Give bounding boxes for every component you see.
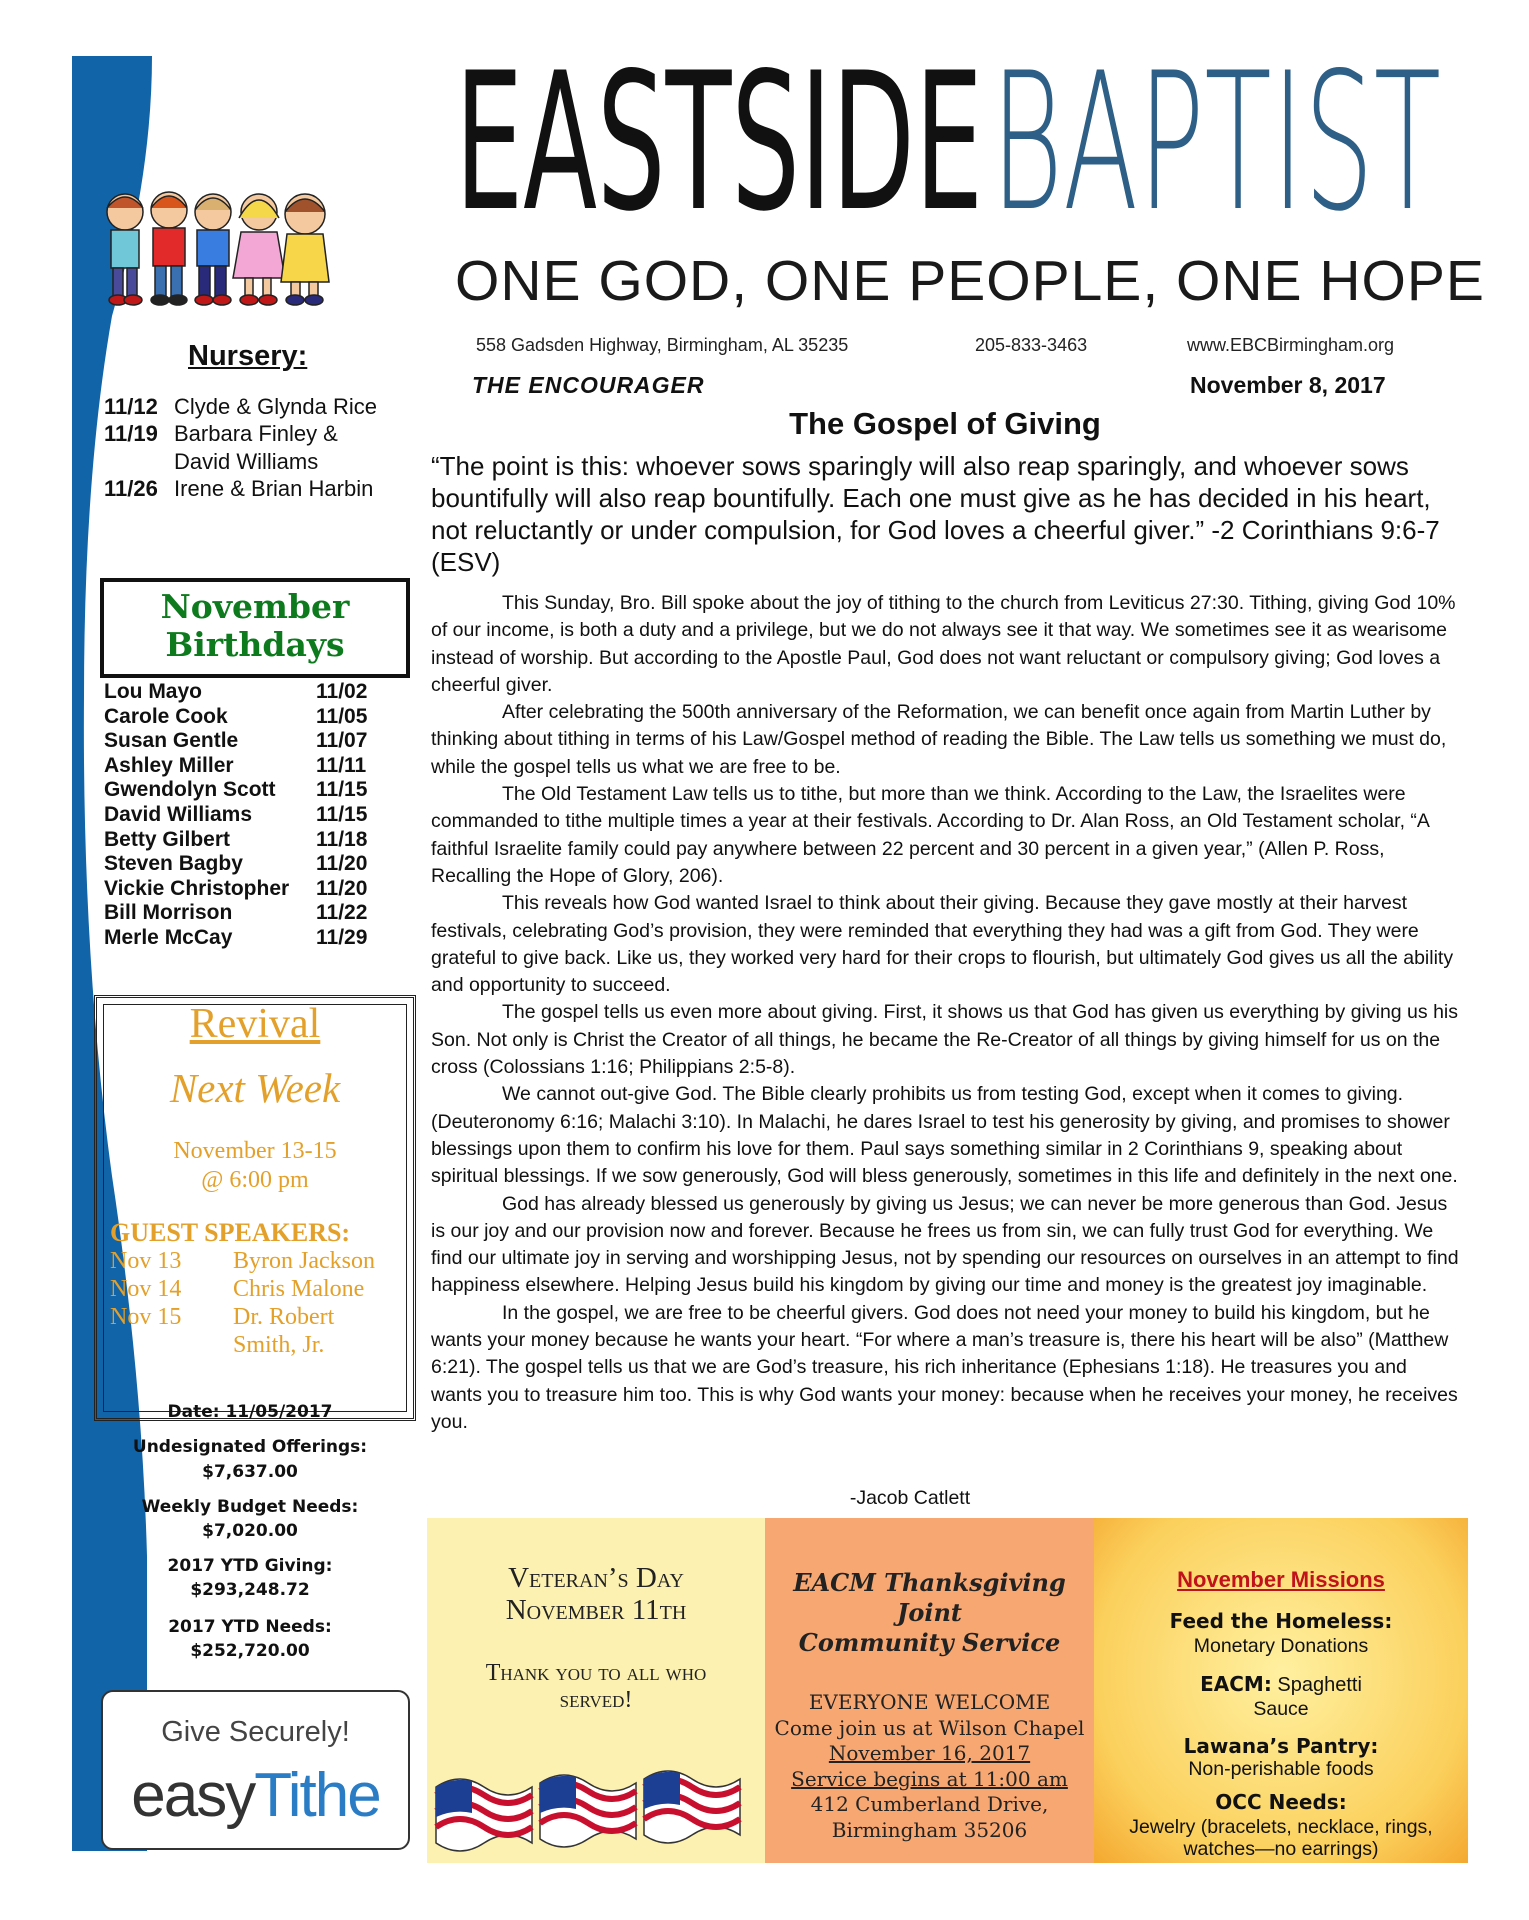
mission-text: Sauce bbox=[1253, 1698, 1309, 1720]
eacm-details bbox=[765, 1690, 1094, 1843]
birthdays-title bbox=[104, 588, 406, 664]
church-website[interactable]: www.EBCBirmingham.org bbox=[1187, 335, 1395, 355]
birthday-date: 11/22 bbox=[316, 901, 368, 925]
nursery-heading: Nursery: bbox=[188, 340, 308, 372]
article-body bbox=[431, 590, 1463, 1436]
veterans-thanks-line2: served! bbox=[559, 1687, 633, 1713]
issue-date: November 8, 2017 bbox=[1190, 372, 1386, 398]
birthday-name: Susan Gentle bbox=[104, 729, 239, 753]
eacm-city: Birmingham 35206 bbox=[831, 1817, 1028, 1842]
mission-heading: OCC Needs: bbox=[1215, 1790, 1347, 1814]
birthday-date: 11/15 bbox=[316, 802, 368, 826]
eacm-title bbox=[765, 1568, 1094, 1658]
birthday-date: 11/11 bbox=[316, 753, 367, 777]
revival-title: Revival bbox=[189, 1001, 321, 1047]
birthdays-list bbox=[104, 680, 384, 951]
eacm-street: 412 Cumberland Drive, bbox=[810, 1792, 1049, 1816]
birthday-row bbox=[104, 877, 384, 902]
birthday-date: 11/20 bbox=[316, 852, 368, 876]
birthday-row bbox=[104, 901, 384, 926]
nursery-names: Barbara Finley & bbox=[174, 421, 338, 446]
nursery-names: David Williams bbox=[174, 449, 319, 474]
nursery-row bbox=[104, 448, 318, 475]
nursery-names: Irene & Brian Harbin bbox=[174, 476, 374, 501]
mission-text: Spaghetti bbox=[1271, 1674, 1362, 1696]
church-address: 558 Gadsden Highway, Birmingham, AL 35235 bbox=[476, 335, 849, 355]
birthday-date: 11/05 bbox=[316, 704, 368, 728]
article-paragraph: The Old Testament Law tells us to tithe, but more than we think. According to the Law, the Israelites were commanded to tithe multiple times a year at their festivals. According to Dr. Alan Ross, an Old Testament scholar, “A faithful Israelite family could pay anywhere between 22 percent and 30 percent in a given year,” (Allen P. Ross, Recalling the Hope of Glory, 206). bbox=[431, 783, 1429, 887]
mission-heading: Lawana’s Pantry: bbox=[1183, 1734, 1379, 1758]
speaker-date: Nov 13 bbox=[110, 1248, 182, 1274]
birthday-date: 11/07 bbox=[316, 729, 368, 753]
nursery-date: 11/19 bbox=[104, 421, 158, 446]
birthday-name: Merle McCay bbox=[104, 925, 233, 949]
eacm-date: November 16, 2017 bbox=[828, 1741, 1031, 1765]
article-paragraph: This Sunday, Bro. Bill spoke about the joy of tithing to the church from Leviticus 27:30. Tithing, giving God 10% of our income, is both a duty and a privilege, but we do not always see it that way. We sometimes see it as wearisome instead of worship. But according to the Apostle Paul, God does not want reluctant or compulsory giving; God loves a cheerful giver. bbox=[431, 592, 1456, 696]
speaker-name: Dr. Robert bbox=[233, 1304, 335, 1330]
birthday-date: 11/02 bbox=[316, 680, 368, 703]
birthday-date: 11/15 bbox=[316, 778, 368, 802]
masthead-eastside: EASTSIDE bbox=[455, 38, 983, 238]
article-paragraph: We cannot out-give God. The Bible clearly prohibits us from testing God, except when it comes to giving. (Deuteronomy 6:16; Malachi 3:10). In Malachi, he dares Israel to test his generosity by giving, and promises to shower blessings upon them to confirm his love for them. Paul says something similar in 2 Corinthians 9, speaking about spiritual blessings. If we sow generously, God will bless generously, sometimes in this life and definitely in the next one. bbox=[431, 1083, 1458, 1188]
revival-dates: November 13-15 bbox=[173, 1138, 337, 1164]
mission-heading: EACM: bbox=[1200, 1672, 1272, 1696]
birthday-name: Betty Gilbert bbox=[104, 827, 231, 851]
birthday-row bbox=[104, 803, 384, 828]
article-paragraph: The gospel tells us even more about giving. First, it shows us that God has given us everything by giving us his Son. Not only is Christ the Creator of all things, he became the Re-Creator of all things by giving himself for us on the cross (Colossians 1:16; Philippians 2:5-8). bbox=[431, 1001, 1458, 1079]
masthead-logo bbox=[455, 38, 1455, 238]
guest-speakers-heading: GUEST SPEAKERS: bbox=[110, 1218, 351, 1247]
nursery-names: Clyde & Glynda Rice bbox=[174, 394, 377, 419]
finance-date: Date: 11/05/2017 bbox=[167, 1402, 333, 1422]
veterans-thanks bbox=[427, 1660, 765, 1714]
speaker-name: Chris Malone bbox=[233, 1276, 365, 1302]
eacm-title-line2: Joint bbox=[896, 1598, 962, 1627]
speaker-row bbox=[110, 1304, 335, 1331]
newsletter-name: THE ENCOURAGER bbox=[472, 372, 705, 398]
ytd-needs-value: $252,720.00 bbox=[190, 1641, 310, 1661]
nursery-row bbox=[104, 475, 373, 502]
weekly-budget-value: $7,020.00 bbox=[202, 1521, 298, 1541]
nursery-date: 11/12 bbox=[104, 394, 158, 419]
mission-text: Non-perishable foods bbox=[1188, 1758, 1374, 1780]
article-verse: “The point is this: whoever sows sparingly will also reap sparingly, and whoever sows bountifully will also reap bountifully. Each one must give as he has decided in his heart, not reluctantly or under compulsion, for God loves a cheerful giver.” -2 Corinthians 9:6-7 (ESV) bbox=[431, 451, 1440, 577]
birthday-row bbox=[104, 680, 384, 705]
birthday-name: David Williams bbox=[104, 802, 253, 826]
speaker-name: Byron Jackson bbox=[233, 1248, 375, 1274]
birthdays-title-line1: November bbox=[160, 587, 350, 626]
birthday-row bbox=[104, 705, 384, 730]
birthday-name: Steven Bagby bbox=[104, 852, 243, 876]
birthday-name: Gwendolyn Scott bbox=[104, 778, 276, 802]
speaker-name: Smith, Jr. bbox=[233, 1332, 325, 1358]
mission-heading: Feed the Homeless: bbox=[1169, 1609, 1393, 1633]
eacm-time: Service begins at 11:00 am bbox=[791, 1766, 1068, 1791]
eacm-title-line1: EACM Thanksgiving bbox=[793, 1568, 1066, 1597]
masthead-baptist: BAPTIST bbox=[991, 38, 1441, 238]
veterans-title-line2: November 11th bbox=[505, 1594, 687, 1626]
article-paragraph: This reveals how God wanted Israel to think about their giving. Because they gave mostly at their harvest festivals, celebrating God’s provision, they were reminded that everything they had was a gift from God. They were grateful to give back. Like us, they worked very hard for their crops to flourish, but ultimately God gives us all the ability and opportunity to succeed. bbox=[431, 892, 1454, 997]
birthday-date: 11/20 bbox=[316, 876, 368, 900]
eacm-join: Come join us at Wilson Chapel bbox=[774, 1715, 1085, 1740]
birthday-name: Bill Morrison bbox=[104, 901, 233, 925]
article-paragraph: After celebrating the 500th anniversary of the Reformation, we can benefit once again from Martin Luther by thinking about tithing in terms of his Law/Gospel method of reading the Bible. The Law tells us something we must do, while the gospel tells us what we are free to be. bbox=[431, 701, 1447, 778]
undesignated-value: $7,637.00 bbox=[202, 1462, 298, 1482]
missions-title: November Missions bbox=[1177, 1567, 1385, 1592]
give-securely-label: Give Securely! bbox=[161, 1716, 350, 1748]
article-paragraph: God has already blessed us generously by giving us Jesus; we can never be more generous than God. Jesus is our joy and our provision now and forever. Because he frees us from sin, we can fully trust God for everything. We find our ultimate joy in serving and worshipping Jesus, not by spending our resources on ourselves in an attempt to find happiness elsewhere. Helping Jesus build his kingdom by giving our time and money is the greatest joy imaginable. bbox=[431, 1192, 1459, 1297]
article-title: The Gospel of Giving bbox=[789, 406, 1101, 441]
mission-text: watches—no earrings) bbox=[1183, 1838, 1379, 1860]
birthday-date: 11/29 bbox=[316, 925, 368, 949]
birthday-row bbox=[104, 852, 384, 877]
speaker-row bbox=[110, 1248, 375, 1275]
nursery-date: 11/26 bbox=[104, 476, 158, 501]
birthday-name: Lou Mayo bbox=[104, 680, 202, 703]
revival-subtitle: Next Week bbox=[169, 1065, 341, 1111]
ytd-needs-label: 2017 YTD Needs: bbox=[168, 1617, 332, 1637]
nursery-row bbox=[104, 420, 338, 447]
veterans-thanks-line1: Thank you to all who bbox=[485, 1660, 707, 1686]
mission-text: Monetary Donations bbox=[1193, 1635, 1369, 1657]
birthdays-title-line2: Birthdays bbox=[165, 625, 345, 664]
church-phone: 205-833-3463 bbox=[975, 335, 1088, 355]
birthday-name: Vickie Christopher bbox=[104, 876, 290, 900]
speaker-date: Nov 14 bbox=[110, 1276, 182, 1302]
mission-text: Jewelry (bracelets, necklace, rings, bbox=[1129, 1816, 1433, 1838]
nursery-row bbox=[104, 393, 377, 420]
revival-time: @ 6:00 pm bbox=[201, 1167, 309, 1193]
birthday-name: Carole Cook bbox=[104, 704, 228, 728]
eacm-welcome: EVERYONE WELCOME bbox=[808, 1690, 1051, 1714]
birthday-row bbox=[104, 729, 384, 754]
birthday-row bbox=[104, 778, 384, 803]
article-paragraph: In the gospel, we are free to be cheerful givers. God does not need your money to build his kingdom, but he wants your money because he wants your heart. “For where a man’s treasure is, there his heart will be also” (Matthew 6:21). The gospel tells us that we are God’s treasure, his rich inheritance (Ephesians 1:18). He treasures you and wants you to treasure him too. This is why God wants your money: because when he receives your money, he receives you. bbox=[431, 1301, 1458, 1433]
tagline: ONE GOD, ONE PEOPLE, ONE HOPE bbox=[455, 249, 1485, 313]
children-clipart-icon bbox=[103, 182, 333, 310]
easytithe-logo-tithe: Tithe bbox=[254, 1761, 380, 1830]
ytd-giving-value: $293,248.72 bbox=[190, 1580, 310, 1600]
undesignated-label: Undesignated Offerings: bbox=[132, 1437, 368, 1457]
birthday-row bbox=[104, 754, 384, 779]
eacm-title-line3: Community Service bbox=[798, 1628, 1061, 1657]
weekly-budget-label: Weekly Budget Needs: bbox=[141, 1497, 359, 1517]
speaker-row bbox=[110, 1276, 365, 1303]
speaker-date: Nov 15 bbox=[110, 1304, 182, 1330]
easytithe-logo bbox=[103, 1760, 408, 1831]
birthdays-title-box bbox=[100, 578, 410, 678]
ytd-giving-label: 2017 YTD Giving: bbox=[167, 1556, 333, 1576]
birthday-row bbox=[104, 828, 384, 853]
easytithe-logo-easy: easy bbox=[131, 1761, 255, 1830]
mission-heading-row bbox=[1094, 1672, 1468, 1697]
veterans-day-title bbox=[427, 1562, 765, 1626]
birthday-row bbox=[104, 926, 384, 951]
article-author: -Jacob Catlett bbox=[849, 1487, 971, 1509]
birthday-name: Ashley Miller bbox=[104, 753, 234, 777]
veterans-title-line1: Veteran’s Day bbox=[508, 1562, 684, 1594]
birthday-date: 11/18 bbox=[316, 827, 368, 851]
american-flags-icon bbox=[432, 1765, 762, 1857]
easytithe-button[interactable] bbox=[101, 1690, 410, 1850]
